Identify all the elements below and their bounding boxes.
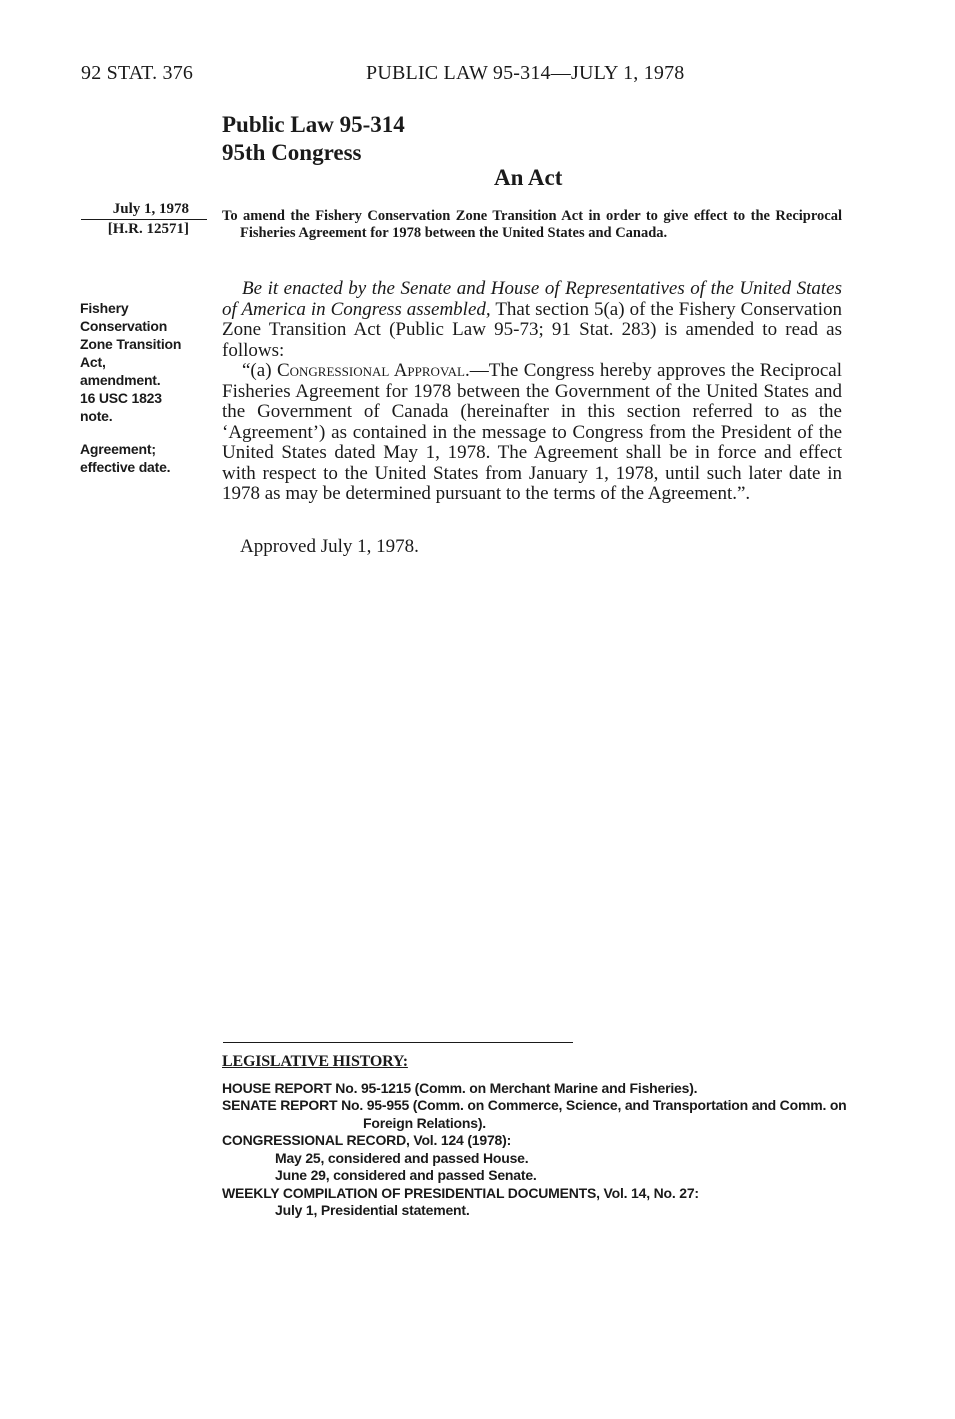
legislative-history xyxy=(222,1053,847,1220)
footnote-divider xyxy=(223,1042,573,1043)
enacting-paragraph xyxy=(222,279,842,361)
section-amendment-text: That section 5(a) of the Fishery Conservation Zone Transition Act (Public Law 95-73; 91 Stat. 283) is amended to read as follows: xyxy=(222,298,842,361)
record-item-senate: June 29, considered and passed Senate. xyxy=(275,1167,537,1183)
act-purpose: To amend the Fishery Conservation Zone Transition Act in order to give effect to the Reciprocal Fisheries Agreement for 1978 between the United States and Canada. xyxy=(222,208,842,241)
compilation-item: July 1, Presidential statement. xyxy=(275,1202,470,1218)
weekly-compilation: WEEKLY COMPILATION OF PRESIDENTIAL DOCUMENTS, Vol. 14, No. 27: xyxy=(222,1184,699,1201)
approval-date: Approved July 1, 1978. xyxy=(240,536,419,557)
running-head: PUBLIC LAW 95-314—JULY 1, 1978 xyxy=(366,62,685,84)
margin-date-block xyxy=(81,200,207,239)
act-heading: An Act xyxy=(494,165,563,190)
margin-bill-number: [H.R. 12571] xyxy=(107,221,189,237)
subsection-heading: Congressional Approval xyxy=(276,360,465,381)
margin-note-amendment: Fishery Conservation Zone Transition Act, amendment. 16 USC 1823 note. xyxy=(80,300,182,424)
house-report: HOUSE REPORT No. 95-1215 (Comm. on Merchant Marine and Fisheries). xyxy=(222,1079,698,1096)
margin-note-agreement: Agreement; effective date. xyxy=(80,441,171,475)
legislative-history-heading: LEGISLATIVE HISTORY: xyxy=(222,1053,408,1070)
senate-report: SENATE REPORT No. 95-955 (Comm. on Commerce, Science, and Transportation and Comm. on Foreign Relations). xyxy=(222,1097,847,1131)
law-number: Public Law 95-314 xyxy=(222,112,405,137)
stat-page-number: 92 STAT. 376 xyxy=(81,62,194,84)
enacting-clause: Be it enacted by the Senate and House of Representatives of the United States of America in Congress assembled, xyxy=(222,278,842,320)
record-item-house: May 25, considered and passed House. xyxy=(275,1149,529,1166)
congress-session: 95th Congress xyxy=(222,140,362,165)
subsection-label: “(a) xyxy=(242,360,277,381)
margin-date: July 1, 1978 xyxy=(81,200,207,220)
approval-paragraph xyxy=(222,361,842,505)
approval-text: .—The Congress hereby approves the Reciprocal Fisheries Agreement for 1978 between the Government of the United States and the Government of Canada (hereinafter in this section referred to as the ‘Agreement’) as contained in the message to Congress from the President of the United States dated May 1, 1978. The Agreement shall be in force and effect with respect to the United States from January 1, 1978, until such later date in 1978 as may be determined pursuant to the terms of the Agreement.”. xyxy=(222,360,843,504)
act-body xyxy=(222,279,842,505)
congressional-record: CONGRESSIONAL RECORD, Vol. 124 (1978): xyxy=(222,1132,512,1148)
